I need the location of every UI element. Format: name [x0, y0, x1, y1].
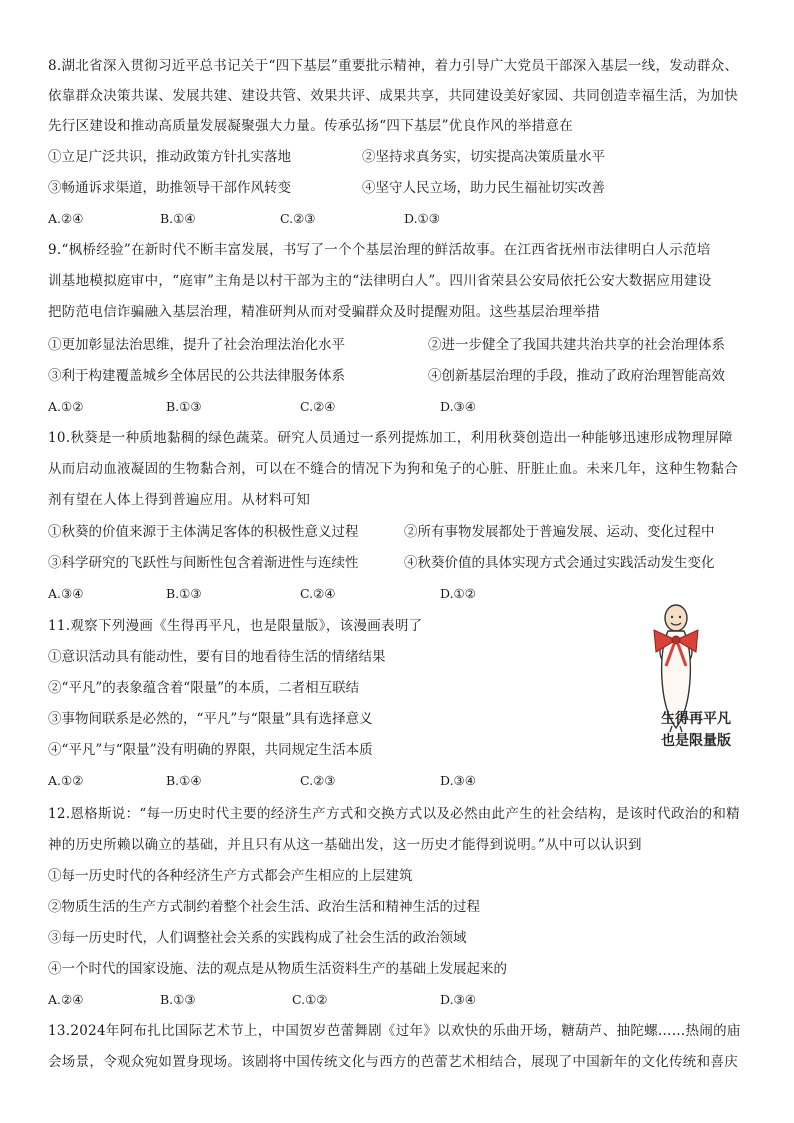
- question-10-option-1: ①秋葵的价值来源于主体满足客体的积极性意义过程: [48, 524, 359, 540]
- question-11-answer-b: B.①④: [166, 773, 202, 788]
- question-11-option-3: ③事物间联系是必然的，“平凡”与“限量”具有选择意义: [48, 711, 373, 727]
- cartoon-caption-line-2: 也是限量版: [661, 733, 731, 749]
- question-10-stem-line-1: 10.秋葵是一种质地黏稠的绿色蔬菜。研究人员通过一系列提炼加工，利用秋葵创造出一种能够迅速形成物理屏障: [48, 430, 733, 446]
- question-10-stem-line-3: 剂有望在人体上得到普遍应用。从材料可知: [48, 492, 311, 508]
- question-8-stem-line-1: 8.湖北省深入贯彻习近平总书记关于“四下基层”重要批示精神，着力引导广大党员干部深入基层一线，发动群众、: [48, 58, 739, 74]
- question-12-stem-line-2: 神的历史所赖以确立的基础，并且只有从这一基础出发，这一历史才能得到说明。”从中可以认识到: [48, 837, 642, 853]
- question-12-stem-line-1: 12.恩格斯说：“每一历史时代主要的经济生产方式和交换方式以及必然由此产生的社会结构，是该时代政治的和精: [48, 806, 740, 822]
- question-9-option-3: ③利于构建覆盖城乡全体居民的公共法律服务体系: [48, 368, 345, 384]
- question-8-option-1: ①立足广泛共识，推动政策方针扎实落地: [48, 149, 291, 165]
- question-8-answer-d: D.①③: [404, 211, 440, 226]
- question-13-stem-line-2: 会场景，令观众宛如置身现场。该剧将中国传统文化与西方的芭蕾艺术相结合，展现了中国新年的文化传统和喜庆: [48, 1054, 738, 1070]
- question-10-answer-d: D.①②: [440, 586, 476, 601]
- question-9-option-4: ④创新基层治理的手段，推动了政府治理智能高效: [428, 368, 725, 384]
- question-12-option-1: ①每一历史时代的各种经济生产方式都会产生相应的上层建筑: [48, 868, 413, 884]
- question-8-answer-a: A.②④: [48, 211, 84, 226]
- question-8-option-4: ④坚守人民立场，助力民生福祉切实改善: [362, 180, 605, 196]
- question-12-answer-c: C.①②: [292, 992, 328, 1007]
- question-12-option-3: ③每一历史时代，人们调整社会关系的实践构成了社会生活的政治领域: [48, 930, 467, 946]
- question-10-answer-a: A.③④: [48, 586, 84, 601]
- question-11-option-2: ②“平凡”的表象蕴含着“限量”的本质，二者相互联结: [48, 680, 360, 696]
- question-9-answer-b: B.①③: [166, 399, 202, 414]
- question-9-stem-line-3: 把防范电信诈骗融入基层治理，精准研判从而对受骗群众及时提醒劝阻。这些基层治理举措: [48, 304, 600, 320]
- cartoon-caption-line-1: 生得再平凡: [661, 711, 731, 727]
- question-11-option-4: ④“平凡”与“限量”没有明确的界限，共同规定生活本质: [48, 742, 373, 758]
- question-9-answer-a: A.①②: [48, 399, 84, 414]
- question-10-option-3: ③科学研究的飞跃性与间断性包含着渐进性与连续性: [48, 555, 359, 571]
- question-8-option-2: ②坚持求真务实，切实提高决策质量水平: [362, 149, 605, 165]
- question-11-stem-line-1: 11.观察下列漫画《生得再平凡，也是限量版》，该漫画表明了: [48, 618, 423, 634]
- question-9-stem-line-1: 9.“枫桥经验”在新时代不断丰富发展，书写了一个个基层治理的鲜活故事。在江西省抚州市法律明白人示范培: [48, 242, 711, 258]
- question-8-stem-line-3: 先行区建设和推动高质量发展凝聚强大力量。传承弘扬“四下基层”优良作风的举措意在: [48, 118, 574, 134]
- question-10-answer-b: B.①③: [166, 586, 202, 601]
- question-12-option-4: ④一个时代的国家设施、法的观点是从物质生活资料生产的基础上发展起来的: [48, 961, 507, 977]
- question-12-option-2: ②物质生活的生产方式制约着整个社会生活、政治生活和精神生活的过程: [48, 899, 480, 915]
- question-9-answer-d: D.③④: [440, 399, 476, 414]
- question-9-option-2: ②进一步健全了我国共建共治共享的社会治理体系: [428, 337, 725, 353]
- question-8-answer-b: B.①④: [160, 211, 196, 226]
- question-11-answer-d: D.③④: [440, 773, 476, 788]
- question-9-stem-line-2: 训基地模拟庭审中，“庭审”主角是以村干部为主的“法律明白人”。四川省荣县公安局依托公安大数据应用建设: [48, 273, 712, 289]
- question-13-stem-line-1: 13.2024年阿布扎比国际艺术节上，中国贺岁芭蕾舞剧《过年》以欢快的乐曲开场，糖葫芦、抽陀螺……热闹的庙: [48, 1023, 741, 1039]
- question-8-option-3: ③畅通诉求渠道，助推领导干部作风转变: [48, 180, 291, 196]
- question-10-option-4: ④秋葵价值的具体实现方式会通过实践活动发生变化: [404, 555, 715, 571]
- question-11-answer-c: C.②③: [300, 773, 336, 788]
- cartoon-head: [665, 605, 687, 631]
- question-8-answer-c: C.②③: [280, 211, 316, 226]
- question-11-answer-a: A.①②: [48, 773, 84, 788]
- question-12-answer-b: B.①③: [160, 992, 196, 1007]
- question-9-answer-c: C.②④: [300, 399, 336, 414]
- question-9-option-1: ①更加彰显法治思维，提升了社会治理法治化水平: [48, 337, 345, 353]
- question-10-option-2: ②所有事物发展都处于普遍发展、运动、变化过程中: [404, 524, 715, 540]
- question-10-answer-c: C.②④: [300, 586, 336, 601]
- question-10-stem-line-2: 从而启动血液凝固的生物黏合剂，可以在不缝合的情况下为狗和兔子的心脏、肝脏止血。未来几年，这种生物黏合: [48, 461, 738, 477]
- question-12-answer-d: D.③④: [440, 992, 476, 1007]
- question-8-stem-line-2: 依靠群众决策共谋、发展共建、建设共管、效果共评、成果共享，共同建设美好家园、共同创造幸福生活，为加快: [48, 88, 738, 104]
- question-11-option-1: ①意识活动具有能动性，要有目的地看待生活的情绪结果: [48, 649, 386, 665]
- question-12-answer-a: A.②④: [48, 992, 84, 1007]
